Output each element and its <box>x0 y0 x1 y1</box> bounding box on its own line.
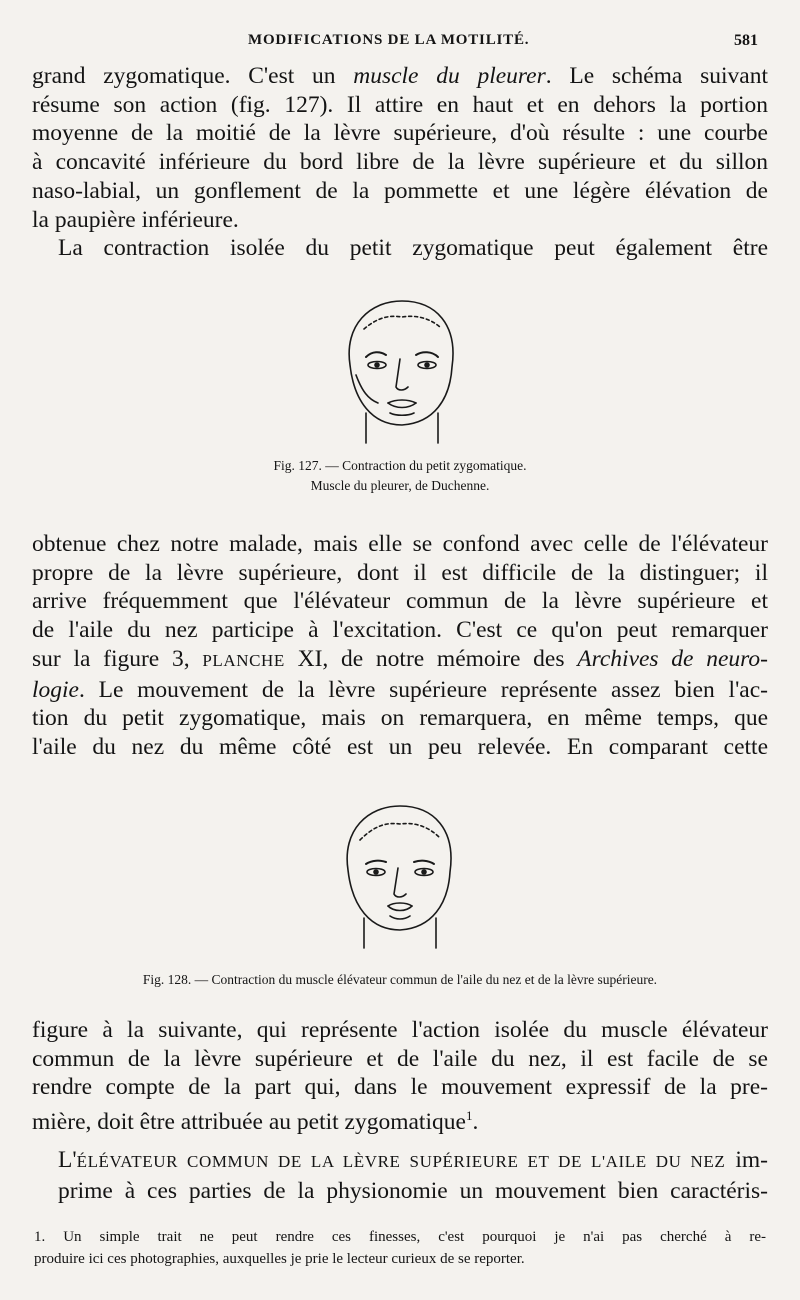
text-line: naso-labial, un gonflement de la pommette et une légère élévation de <box>32 177 768 204</box>
running-header <box>0 30 800 54</box>
paragraph-1 <box>32 62 768 234</box>
italic-term: muscle du pleurer <box>353 63 546 89</box>
running-title: MODIFICATIONS DE LA MOTILITÉ. <box>248 32 530 48</box>
small-caps-term: ÉLÉVATEUR COMMUN DE LA LÈVRE SUPÉRIEURE ET DE L'AILE DU NEZ <box>76 1152 726 1171</box>
text-line: L'ÉLÉVATEUR COMMUN DE LA LÈVRE SUPÉRIEURE ET DE L'AILE DU NEZ im- <box>58 1147 768 1173</box>
text-line: sur la figure 3, PLANCHE XI, de notre mémoire des Archives de neuro- <box>32 645 768 672</box>
figure-127-face-drawing <box>330 295 475 445</box>
text-line: rendre compte de la part qui, dans le mouvement expressif de la pre- <box>32 1074 768 1101</box>
text-line: l'aile du nez du même côté est un peu relevée. En comparant cette <box>32 733 768 760</box>
paragraph-4 <box>32 1016 768 1137</box>
caption-line: Muscle du pleurer, de Duchenne. <box>310 478 490 493</box>
text-line: de l'aile du nez participe à l'excitation. C'est ce qu'on peut remarquer <box>32 617 768 644</box>
paragraph-2 <box>32 234 768 263</box>
text-line: prime à ces parties de la physionomie un mouvement bien caractéris- <box>58 1177 768 1204</box>
text-line: résume son action (fig. 127). Il attire en haut et en dehors la portion <box>32 91 768 118</box>
text-line: moyenne de la moitié de la lèvre supérieure, d'où résulte : une courbe <box>32 120 768 147</box>
text-line: tion du petit zygomatique, mais on remarquera, en même temps, que <box>32 705 768 732</box>
italic-title: logie <box>32 676 79 703</box>
footnote-line: 1. Un simple trait ne peut rendre ces finesses, c'est pourquoi je n'ai pas cherché à re- <box>34 1229 766 1245</box>
small-caps-term: PLANCHE <box>202 650 285 670</box>
page-number: 581 <box>734 32 758 49</box>
paragraph-3 <box>32 530 768 762</box>
figure-128-caption: Fig. 128. — Contraction du muscle élévateur commun de l'aile du nez et de la lèvre supérieure. <box>142 972 658 987</box>
text-line: arrive fréquemment que l'élévateur commun de la lèvre supérieure et <box>32 588 768 615</box>
footnote <box>34 1226 766 1270</box>
text-line: grand zygomatique. C'est un muscle du pleurer. Le schéma suivant <box>32 63 768 89</box>
text-line: mière, doit être attribuée au petit zygomatique$^1$. <box>32 1108 479 1135</box>
paragraph-5 <box>32 1146 768 1205</box>
text-line: obtenue chez notre malade, mais elle se confond avec celle de l'élévateur <box>32 531 768 557</box>
italic-title: Archives de neuro- <box>577 645 768 672</box>
figure-128-face-drawing <box>330 800 470 950</box>
caption-line: Fig. 127. — Contraction du petit zygomatique. <box>273 458 527 473</box>
footnote-ref: 1 <box>465 1108 473 1124</box>
text-line: logie. Le mouvement de la lèvre supérieure représente assez bien l'ac- <box>32 676 768 703</box>
text-line: propre de la lèvre supérieure, dont il est difficile de la distinguer; il <box>32 559 768 586</box>
text-line: commun de la lèvre supérieure et de l'aile du nez, il est facile de se <box>32 1045 768 1072</box>
text-line: La contraction isolée du petit zygomatique peut également être <box>58 235 768 261</box>
text-line: à concavité inférieure du bord libre de la lèvre supérieure et du sillon <box>32 149 768 176</box>
text-line: la paupière inférieure. <box>32 206 239 233</box>
footnote-line: produire ici ces photographies, auxquelles je prie le lecteur curieux de se reporter. <box>34 1251 525 1267</box>
text-line: figure à la suivante, qui représente l'action isolée du muscle élévateur <box>32 1017 768 1043</box>
figure-127-caption <box>0 456 800 496</box>
